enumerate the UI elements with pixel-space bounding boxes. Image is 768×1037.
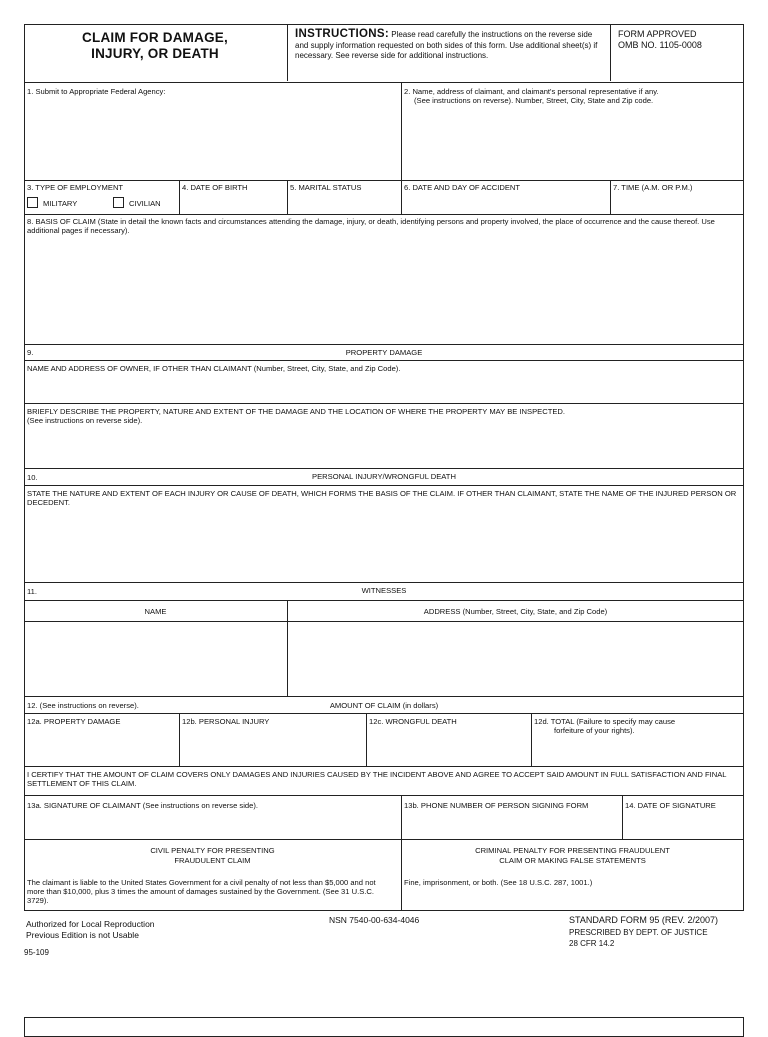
prescribing-authority: PRESCRIBED BY DEPT. OF JUSTICE [569, 928, 708, 937]
witness-name-header: NAME [144, 607, 167, 616]
divider [24, 468, 744, 469]
divider [24, 403, 744, 404]
form-title [24, 30, 286, 62]
property-damage-amount-label: 12a. PROPERTY DAMAGE [27, 717, 121, 726]
form-title-line2: INJURY, OR DEATH [91, 46, 219, 61]
criminal-penalty-text: Fine, imprisonment, or both. (See 18 U.S.C. 287, 1001.) [404, 878, 593, 887]
section-10-number: 10. [27, 473, 38, 482]
divider [24, 839, 744, 840]
divider [24, 485, 744, 486]
personal-injury-amount-label: 12b. PERSONAL INJURY [182, 717, 270, 726]
divider [24, 600, 744, 601]
civil-penalty-heading-line2: FRAUDULENT CLAIM [174, 856, 251, 865]
agency-label: 1. Submit to Appropriate Federal Agency: [27, 87, 166, 96]
accident-time-label: 7. TIME (A.M. OR P.M.) [613, 183, 693, 192]
civilian-label: CIVILIAN [129, 199, 161, 208]
section-9-number: 9. [27, 348, 34, 357]
certification-statement: I CERTIFY THAT THE AMOUNT OF CLAIM COVERS ONLY DAMAGES AND INJURIES CAUSED BY THE INCIDENT ABOVE AND AGREE TO ACCEPT SAID AMOUNT IN FULL SATISFACTION AND FINAL SETTLEMENT OF THIS CLAIM. [27, 770, 727, 788]
criminal-penalty-heading-line1: CRIMINAL PENALTY FOR PRESENTING FRAUDULENT [475, 846, 670, 855]
next-section-box [24, 1017, 744, 1037]
divider [531, 713, 532, 766]
header-divider [610, 24, 611, 81]
section-12-number: 12. (See instructions on reverse). [27, 701, 139, 710]
divider [179, 180, 180, 214]
standard-form-number: STANDARD FORM 95 (REV. 2/2007) [569, 915, 719, 925]
omb-block [618, 29, 702, 51]
witnesses-heading: WITNESSES [361, 586, 407, 595]
omb-number: OMB NO. 1105-0008 [618, 40, 702, 50]
property-description-note: (See instructions on reverse side). [27, 416, 143, 425]
edition-note: Previous Edition is not Usable [26, 930, 139, 940]
divider [24, 582, 744, 583]
basis-of-claim-label: 8. BASIS OF CLAIM (State in detail the known facts and circumstances attending the damage, injury, or death, identifying persons and property involved, the place of occurrence and the cause thereof. Use additional pages if necessary). [27, 217, 715, 235]
authorization-note: Authorized for Local Reproduction [26, 919, 155, 929]
nsn-number: NSN 7540-00-634-4046 [329, 915, 420, 925]
military-checkbox[interactable] [27, 197, 38, 208]
section-11-number: 11. [27, 587, 37, 596]
divider [24, 82, 744, 83]
divider [401, 180, 402, 214]
accident-date-label: 6. DATE AND DAY OF ACCIDENT [404, 183, 521, 192]
property-damage-heading: PROPERTY DAMAGE [345, 348, 423, 357]
property-description-label: BRIEFLY DESCRIBE THE PROPERTY, NATURE AND EXTENT OF THE DAMAGE AND THE LOCATION OF WHERE THE PROPERTY MAY BE INSPECTED. [27, 407, 565, 416]
divider [24, 360, 744, 361]
header-divider [287, 24, 288, 81]
personal-injury-heading: PERSONAL INJURY/WRONGFUL DEATH [312, 472, 456, 481]
marital-status-label: 5. MARITAL STATUS [290, 183, 362, 192]
claimant-address-note: (See instructions on reverse). Number, Street, City, State and Zip code. [414, 96, 654, 105]
divider [24, 696, 744, 697]
cfr-reference: 28 CFR 14.2 [569, 939, 615, 948]
divider [24, 713, 744, 714]
injury-description-label: STATE THE NATURE AND EXTENT OF EACH INJURY OR CAUSE OF DEATH, WHICH FORMS THE BASIS OF THE CLAIM. IF OTHER THAN CLAIMANT, STATE THE NAME OF THE INJURED PERSON OR DECEDENT. [27, 489, 737, 507]
divider [24, 344, 744, 345]
employment-type-label: 3. TYPE OF EMPLOYMENT [27, 183, 124, 192]
civil-penalty-text: The claimant is liable to the United States Government for a civil penalty of not less than $5,000 and not more than $10,000, plus 3 times the amount of damages sustained by the Government. (See 31 U.S.C. 3729). [27, 878, 376, 905]
property-owner-label: NAME AND ADDRESS OF OWNER, IF OTHER THAN CLAIMANT (Number, Street, City, State, and Zip Code). [27, 364, 401, 373]
form-code: 95-109 [24, 948, 49, 957]
civil-penalty-heading-line1: CIVIL PENALTY FOR PRESENTING [150, 846, 275, 855]
phone-number-label: 13b. PHONE NUMBER OF PERSON SIGNING FORM [404, 801, 589, 810]
divider [24, 180, 744, 181]
form-approved-label: FORM APPROVED [618, 29, 697, 39]
instructions-text: Please read carefully the instructions on the reverse side and supply information requested on both sides of this form. Use additional sheet(s) if necessary. See reverse side for additional instructions. [295, 30, 598, 60]
total-amount-note: forfeiture of your rights). [554, 726, 635, 735]
divider [179, 713, 180, 766]
civilian-checkbox[interactable] [113, 197, 124, 208]
form-title-line1: CLAIM FOR DAMAGE, [82, 30, 228, 45]
date-of-birth-label: 4. DATE OF BIRTH [182, 183, 248, 192]
divider [366, 713, 367, 766]
witness-address-header: ADDRESS (Number, Street, City, State, and Zip Code) [423, 607, 608, 616]
signature-date-label: 14. DATE OF SIGNATURE [625, 801, 716, 810]
military-label: MILITARY [43, 199, 78, 208]
divider [24, 621, 744, 622]
wrongful-death-amount-label: 12c. WRONGFUL DEATH [369, 717, 457, 726]
divider [24, 795, 744, 796]
claimant-address-label: 2. Name, address of claimant, and claimant's personal representative if any. [404, 87, 659, 96]
claimant-signature-label: 13a. SIGNATURE OF CLAIMANT (See instructions on reverse side). [27, 801, 258, 810]
divider [287, 180, 288, 214]
divider [610, 180, 611, 214]
divider [24, 766, 744, 767]
criminal-penalty-heading-line2: CLAIM OR MAKING FALSE STATEMENTS [499, 856, 646, 865]
divider [622, 795, 623, 839]
total-amount-label: 12d. TOTAL (Failure to specify may cause [534, 717, 676, 726]
amount-of-claim-heading: AMOUNT OF CLAIM (in dollars) [329, 701, 439, 710]
divider [24, 214, 744, 215]
instructions [295, 29, 603, 62]
divider [401, 82, 402, 180]
instructions-heading: INSTRUCTIONS: [295, 28, 389, 40]
